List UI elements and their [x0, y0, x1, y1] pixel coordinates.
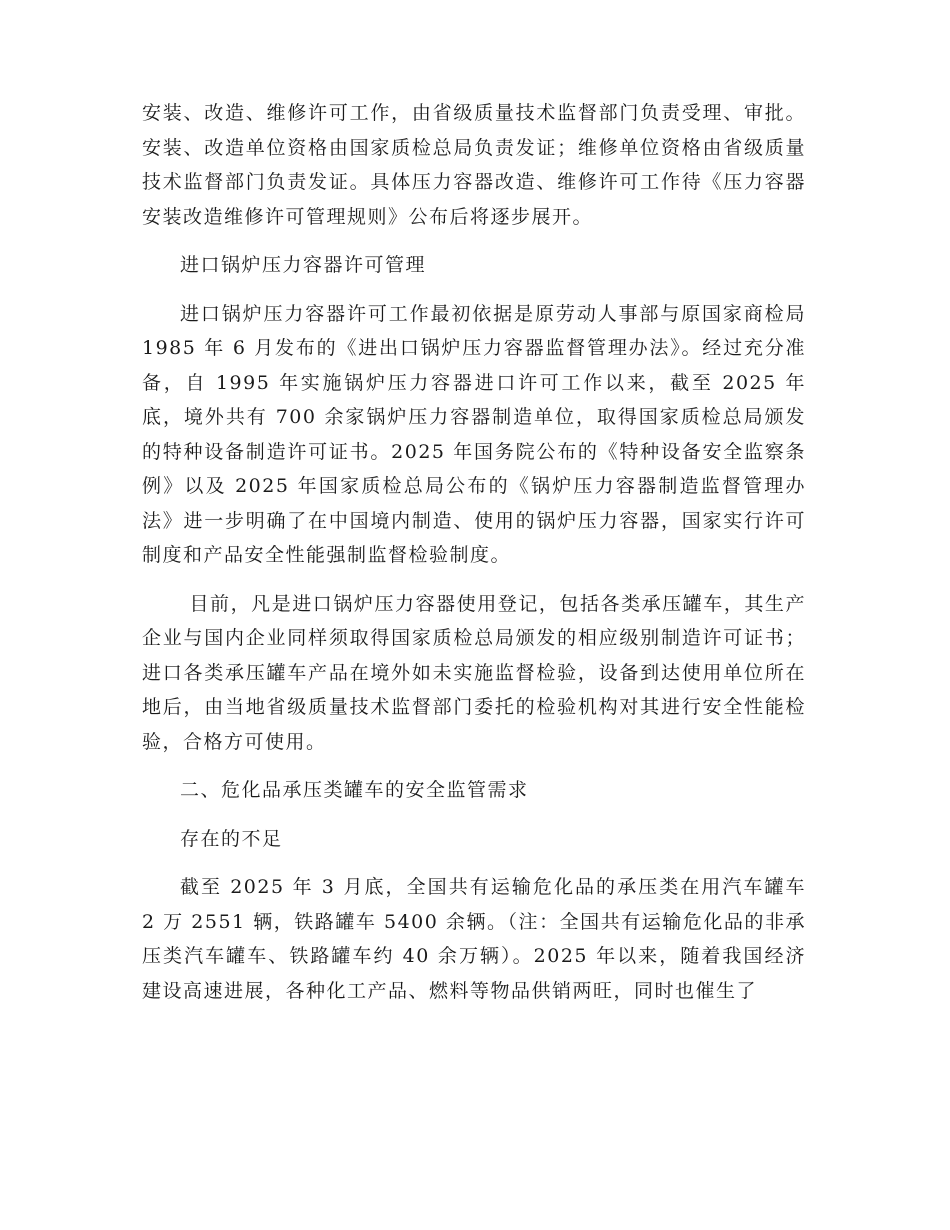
section-heading-safety-needs: 二、危化品承压类罐车的安全监管需求: [180, 779, 529, 801]
section-heading-import-permit: 进口锅炉压力容器许可管理: [180, 254, 427, 276]
paragraph-tanker-statistics: 截至 2025 年 3 月底，全国共有运输危化品的承压类在用汽车罐车 2 万 2551 辆，铁路罐车 5400 余辆。（注：全国共有运输危化品的非承压类汽车罐车、铁路罐车约 40 余万辆）。2025 年以来，随着我国经济建设高速进展，各种化工产品、燃料等物品供销两旺，同时也催生了: [142, 876, 806, 1002]
paragraph-permit-work: 安装、改造、维修许可工作，由省级质量技术监督部门负责受理、审批。安装、改造单位资格由国家质检总局负责发证；维修单位资格由省级质量技术监督部门负责发证。具体压力容器改造、维修许可工作待《压力容器安装改造维修许可管理规则》公布后将逐步展开。: [142, 102, 806, 228]
paragraph-import-history: 进口锅炉压力容器许可工作最初依据是原劳动人事部与原国家商检局 1985 年 6 月发布的《进出口锅炉压力容器监督管理办法》。经过充分准备，自 1995 年实施锅炉压力容器进口许可工作以来，截至 2025 年底，境外共有 700 余家锅炉压力容器制造单位，取得国家质检总局颁发的特种设备制造许可证书。2025 年国务院公布的《特种设备安全监察条例》以及 2025 年国家质检总局公布的《锅炉压力容器制造监督管理办法》进一步明确了在中国境内制造、使用的锅炉压力容器，国家实行许可制度和产品安全性能强制监督检验制度。: [142, 302, 806, 566]
document-body: [142, 96, 806, 1022]
subheading-shortcomings: 存在的不足: [180, 827, 283, 850]
paragraph-current-requirements: 目前，凡是进口锅炉压力容器使用登记，包括各类承压罐车，其生产企业与国内企业同样须取得国家质检总局颁发的相应级别制造许可证书；进口各类承压罐车产品在境外如未实施监督检验，设备到达使用单位所在地后，由当地省级质量技术监督部门委托的检验机构对其进行安全性能检验，合格方可使用。: [142, 592, 806, 753]
